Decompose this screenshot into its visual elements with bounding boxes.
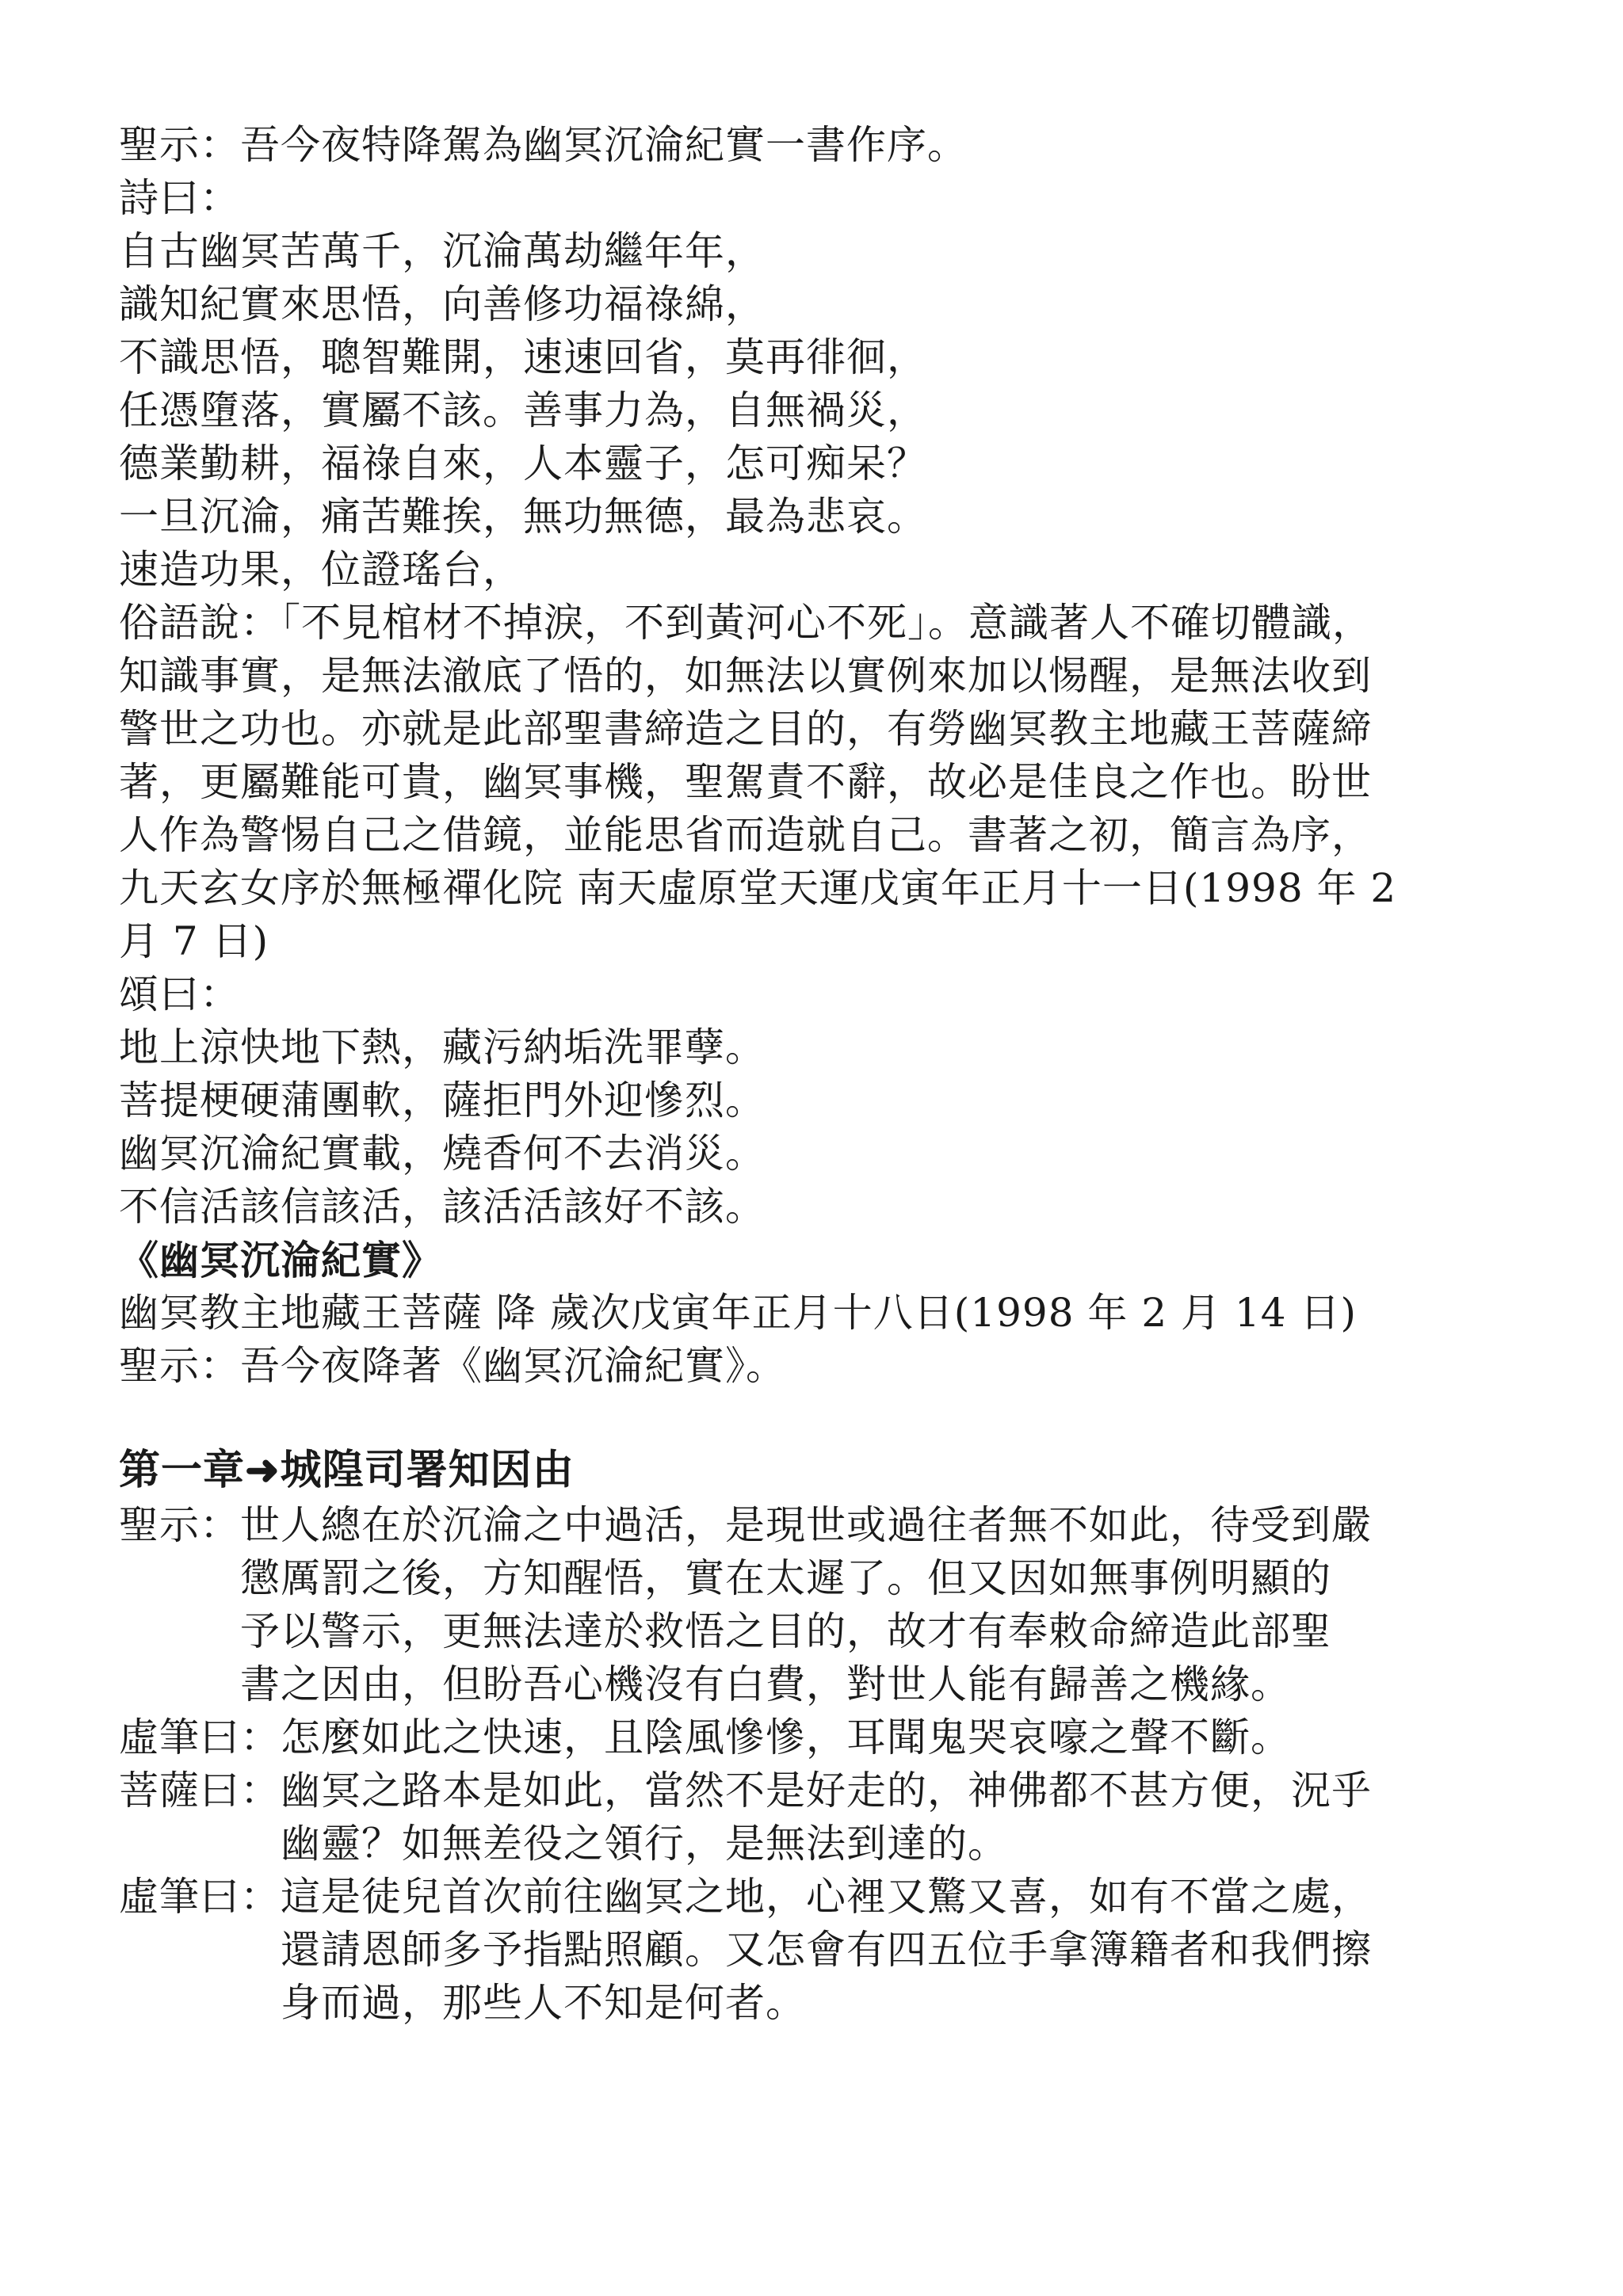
speech-line: 怎麼如此之快速，且陰風慘慘，耳聞鬼哭哀嚎之聲不斷。: [281, 1714, 1291, 1760]
speech-line: 身而過，那些人不知是何者。: [281, 1980, 806, 2026]
poem-line: 德業勤耕，福祿自來，人本靈子，怎可痴呆？: [119, 441, 927, 486]
speaker-label: 菩薩曰：: [119, 1768, 281, 1814]
speech-line: 幽靈？如無差役之領行，是無法到達的。: [281, 1821, 1008, 1867]
preface-line: 詩曰：: [119, 175, 240, 221]
dialog-entry: [119, 1711, 1545, 1764]
preface-section: [119, 119, 1545, 968]
document-page: [119, 119, 1545, 2030]
prose-line: 俗語說：「不見棺材不掉淚，不到黃河心不死」。意識著人不確切體識，: [119, 600, 1373, 646]
poem-line: 識知紀實來思悟，向善修功福祿綿，: [119, 281, 766, 327]
book-title: 《幽冥沉淪紀實》: [119, 1237, 442, 1283]
speech-body: [281, 1711, 1545, 1764]
signature-line: 九天玄女序於無極禪化院 南天虛原堂天運戊寅年正月十一日(1998 年 2: [119, 865, 1397, 911]
speech-line: 這是徒兒首次前往幽冥之地，心裡又驚又喜，如有不當之處，: [281, 1874, 1372, 1920]
speech-line: 懲厲罰之後，方知醒悟，實在太遲了。但又因如無事例明顯的: [240, 1555, 1331, 1601]
speech-body: [281, 1764, 1545, 1871]
poem-line: 一旦沉淪，痛苦難挨，無功無德，最為悲哀。: [119, 494, 927, 540]
poem-line: 自古幽冥苦萬千，沉淪萬劫繼年年，: [119, 228, 766, 274]
ode-line: 地上涼快地下熱，藏污納垢洗罪孽。: [119, 1024, 766, 1070]
decree-line: 聖示：吾今夜降著《幽冥沉淪紀實》。: [119, 1343, 786, 1389]
speaker-label: 虛筆曰：: [119, 1874, 281, 1920]
dialog-entry: [119, 1871, 1545, 2030]
speech-body: [240, 1499, 1545, 1711]
book-header: [119, 1234, 1545, 1393]
speech-line: 世人總在於沉淪之中過活，是現世或過往者無不如此，待受到嚴: [240, 1502, 1372, 1548]
speech-line: 還請恩師多予指點照顧。又怎會有四五位手拿簿籍者和我們擦: [281, 1927, 1372, 1973]
ode-line: 幽冥沉淪紀實載，燒香何不去消災。: [119, 1131, 766, 1177]
chapter-section: [119, 1442, 1545, 2030]
speech-line: 書之因由，但盼吾心機沒有白費，對世人能有歸善之機緣。: [240, 1661, 1291, 1707]
prose-line: 著，更屬難能可貴，幽冥事機，聖駕責不辭，故必是佳良之作也。盼世: [119, 759, 1372, 805]
ode-line: 不信活該信該活，該活活該好不該。: [119, 1184, 766, 1230]
ode-title: 頌曰：: [119, 971, 240, 1017]
ode-line: 菩提梗硬蒲團軟，薩拒門外迎慘烈。: [119, 1077, 766, 1123]
preface-line: 聖示：吾今夜特降駕為幽冥沉淪紀實一書作序。: [119, 122, 968, 168]
section-gap: [119, 1393, 1545, 1442]
poem-line: 任憑墮落，實屬不該。善事力為，自無禍災，: [119, 387, 927, 433]
chapter-title: 第一章➜城隍司署知因由: [119, 1446, 575, 1494]
speech-line: 幽冥之路本是如此，當然不是好走的，神佛都不甚方便，況乎: [281, 1768, 1372, 1814]
prose-line: 人作為警惕自己之借鏡，並能思省而造就自己。書著之初，簡言為序，: [119, 812, 1372, 858]
speech-line: 予以警示，更無法達於救悟之目的，故才有奉敕命締造此部聖: [240, 1608, 1331, 1654]
ode-section: [119, 968, 1545, 1234]
speaker-label: 虛筆曰：: [119, 1714, 281, 1760]
signature-line: 月 7 日): [119, 918, 269, 964]
descent-line: 幽冥教主地藏王菩薩 降 歲次戊寅年正月十八日(1998 年 2 月 14 日): [119, 1290, 1357, 1336]
poem-line: 不識思悟，聰智難開，速速回省，莫再徘徊，: [119, 334, 927, 380]
dialog-entry: [119, 1764, 1545, 1871]
dialog-entry: [119, 1499, 1545, 1711]
speaker-label: 聖示：: [119, 1502, 240, 1548]
speech-body: [281, 1871, 1545, 2030]
poem-line: 速造功果，位證瑤台，: [119, 547, 523, 593]
prose-line: 知識事實，是無法澈底了悟的，如無法以實例來加以惕醒，是無法收到: [119, 653, 1372, 699]
prose-line: 警世之功也。亦就是此部聖書締造之目的，有勞幽冥教主地藏王菩薩締: [119, 706, 1372, 752]
